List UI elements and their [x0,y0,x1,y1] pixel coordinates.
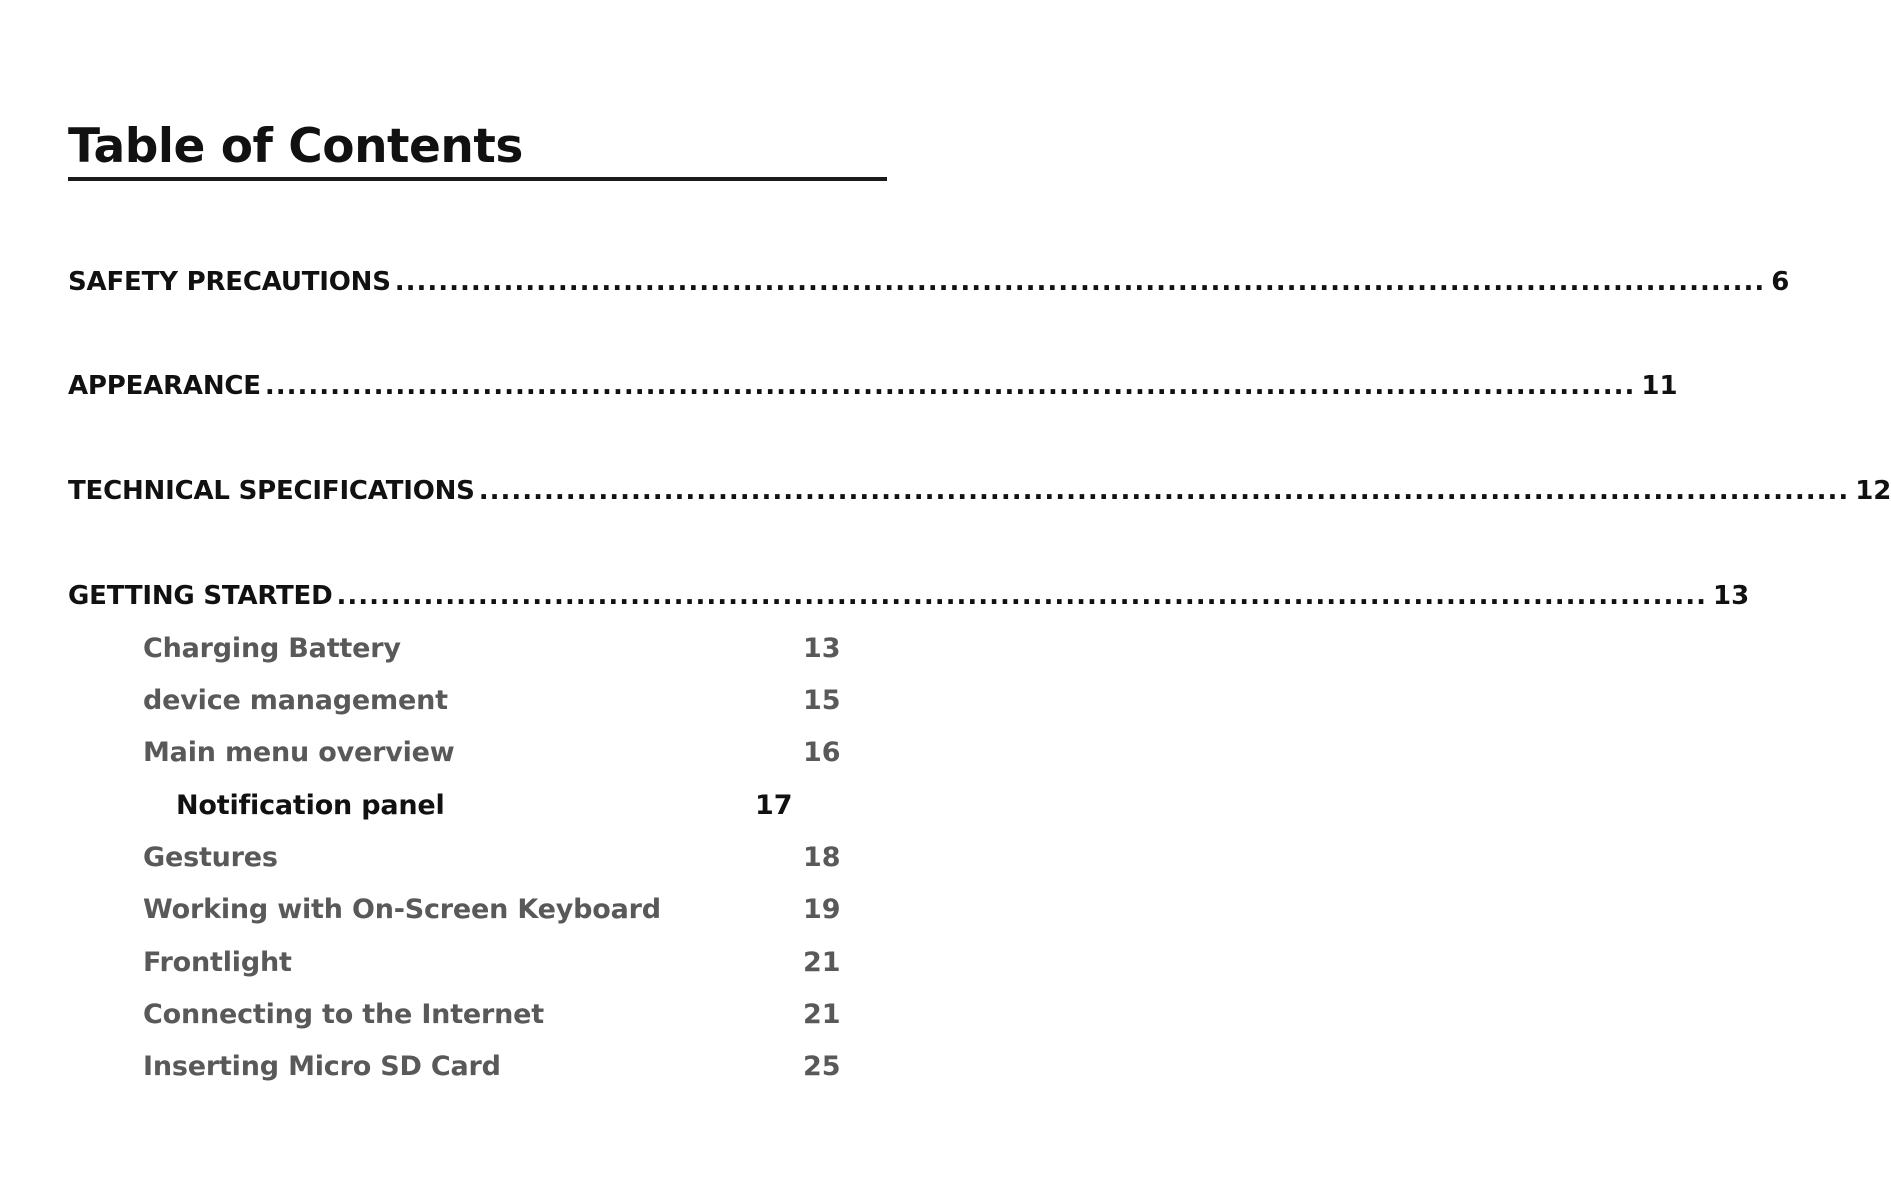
toc-entry-technical-specifications[interactable] [68,471,1891,511]
toc-subentry-main-menu-overview[interactable] [143,733,843,773]
dot-leader: .............................................................................................................................. [336,581,1707,611]
page-title: Table of Contents [68,119,887,181]
toc-subentry-page: 16 [803,737,841,768]
toc-entry-label: GETTING STARTED [68,581,333,611]
toc-subentry-page: 15 [803,685,841,716]
toc-subentry-label: Working with On-Screen Keyboard [143,894,661,925]
toc-subentry-on-screen-keyboard[interactable] [143,890,843,930]
toc-entry-page: 13 [1713,581,1750,611]
toc-subentry-device-management[interactable] [143,681,843,721]
toc-subentry-page: 21 [803,999,841,1030]
toc-subentry-label: Main menu overview [143,737,455,768]
toc-subentry-label: Connecting to the Internet [143,999,544,1030]
toc-subentry-page: 13 [803,633,841,664]
dot-leader: .............................................................................................................................. [394,267,1766,297]
toc-entry-label: APPEARANCE [68,371,261,401]
toc-subentry-gestures[interactable] [143,838,843,878]
toc-subentry-label: device management [143,685,448,716]
toc-entry-label: TECHNICAL SPECIFICATIONS [68,476,475,506]
toc-entry-page: 12 [1855,476,1891,506]
toc-subentry-label: Notification panel [176,790,445,821]
toc-subentry-page: 18 [803,842,841,873]
toc-subentry-frontlight[interactable] [143,943,843,983]
toc-subentry-notification-panel[interactable] [176,786,796,826]
toc-entry-label: SAFETY PRECAUTIONS [68,267,391,297]
toc-entry-safety-precautions[interactable] [68,262,1790,302]
toc-entry-page: 11 [1641,371,1678,401]
toc-subentry-label: Frontlight [143,947,292,978]
dot-leader: .............................................................................................................................. [264,371,1636,401]
toc-subentry-label: Gestures [143,842,278,873]
toc-entry-appearance[interactable] [68,366,1678,406]
toc-subentry-micro-sd-card[interactable] [143,1047,843,1087]
toc-subentry-label: Charging Battery [143,633,401,664]
toc-subentry-page: 19 [803,894,841,925]
toc-subentry-page: 25 [803,1051,841,1082]
toc-subentry-page: 21 [803,947,841,978]
toc-subentry-charging-battery[interactable] [143,629,843,669]
toc-subentry-connecting-internet[interactable] [143,995,843,1035]
dot-leader: .............................................................................................................................. [478,476,1850,506]
toc-subentry-label: Inserting Micro SD Card [143,1051,501,1082]
toc-subentry-page: 17 [755,790,793,821]
toc-entry-page: 6 [1771,267,1790,297]
toc-entry-getting-started[interactable] [68,576,1750,616]
